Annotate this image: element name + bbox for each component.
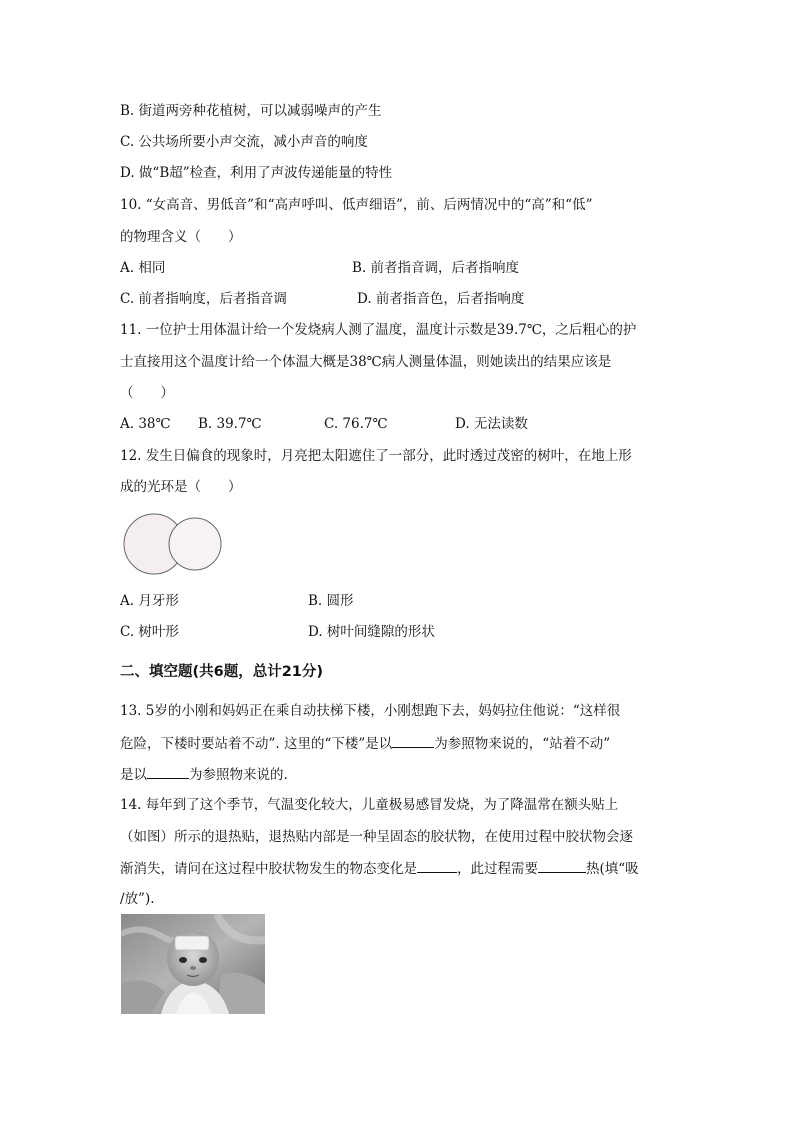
q12-option-a: A. 月牙形 (120, 593, 179, 609)
q14-stem-line2: （如图）所示的退热贴，退热贴内部是一种呈固态的胶状物，在使用过程中胶状物会逐 (120, 829, 633, 845)
q12-option-d: D. 树叶间缝隙的形状 (308, 624, 435, 640)
baby-cooling-patch-photo (121, 914, 265, 1014)
q14-stem-line1: 14. 每年到了这个季节，气温变化较大，儿童极易感冒发烧，为了降温常在额头贴上 (120, 797, 619, 813)
q11-option-d: D. 无法读数 (455, 416, 528, 432)
q14-stem-line3 (120, 858, 639, 879)
q10-option-c: C. 前者指响度，后者指音调 (120, 291, 287, 307)
q11-option-b: B. 39.7℃ (198, 416, 262, 432)
q13-line3-text-a: 是以 (120, 767, 147, 783)
q11-option-a: A. 38℃ (120, 416, 171, 432)
eclipse-circles-figure (120, 508, 230, 580)
q10-option-b: B. 前者指音调，后者指响度 (352, 260, 520, 276)
q13-answer-blank-2[interactable] (147, 764, 189, 779)
q13-stem-line3 (120, 764, 288, 785)
q14-line3-text-a: 渐消失，请问在这过程中胶状物发生的物态变化是 (120, 861, 417, 877)
q10-stem-line2: 的物理含义（ ） (120, 229, 242, 245)
q11-stem-line1: 11. 一位护士用体温计给一个发烧病人测了温度，温度计示数是39.7℃，之后粗心的护 (120, 322, 637, 338)
section-heading: 二、填空题(共6题，总计21分) (120, 664, 324, 680)
q10-option-a: A. 相同 (120, 260, 166, 276)
q14-line3-text-c: 热(填“吸 (586, 861, 639, 877)
q9-option-c: C. 公共场所要小声交流，减小声音的响度 (120, 134, 368, 150)
q13-stem-line2 (120, 733, 610, 754)
q13-stem-line1: 13. 5岁的小刚和妈妈正在乘自动扶梯下楼，小刚想跑下去，妈妈拉住他说：“这样很 (120, 703, 621, 719)
q13-line2-text-b: 为参照物来说的，“站着不动” (434, 736, 611, 752)
q11-stem-line3: （ ） (120, 385, 174, 401)
q9-option-b: B. 街道两旁种花植树，可以减弱噪声的产生 (120, 103, 382, 119)
q14-answer-blank-2[interactable] (538, 858, 586, 873)
q14-line3-text-b: ，此过程需要 (457, 861, 538, 877)
q14-stem-line4: /放”). (120, 891, 155, 907)
q13-line3-text-b: 为参照物来说的. (189, 767, 288, 783)
q12-option-b: B. 圆形 (308, 593, 354, 609)
q13-answer-blank-1[interactable] (392, 733, 434, 748)
q11-stem-line2: 士直接用这个温度计给一个体温大概是38℃病人测量体温，则她读出的结果应该是 (120, 354, 612, 370)
q12-stem-line1: 12. 发生日偏食的现象时，月亮把太阳遮住了一部分，此时透过茂密的树叶，在地上形 (120, 448, 632, 464)
q9-option-d: D. 做“B超”检查，利用了声波传递能量的特性 (120, 165, 393, 181)
q14-answer-blank-1[interactable] (417, 858, 457, 873)
q10-stem-line1: 10. “女高音、男低音”和“高声呼叫、低声细语”，前、后两情况中的“高”和“低” (120, 197, 593, 213)
q11-option-c: C. 76.7℃ (324, 416, 388, 432)
q13-line2-text-a: 危险，下楼时要站着不动”. 这里的“下楼”是以 (120, 736, 393, 752)
q12-stem-line2: 成的光环是（ ） (120, 479, 242, 495)
q12-option-c: C. 树叶形 (120, 624, 179, 640)
q10-option-d: D. 前者指音色，后者指响度 (357, 291, 525, 307)
